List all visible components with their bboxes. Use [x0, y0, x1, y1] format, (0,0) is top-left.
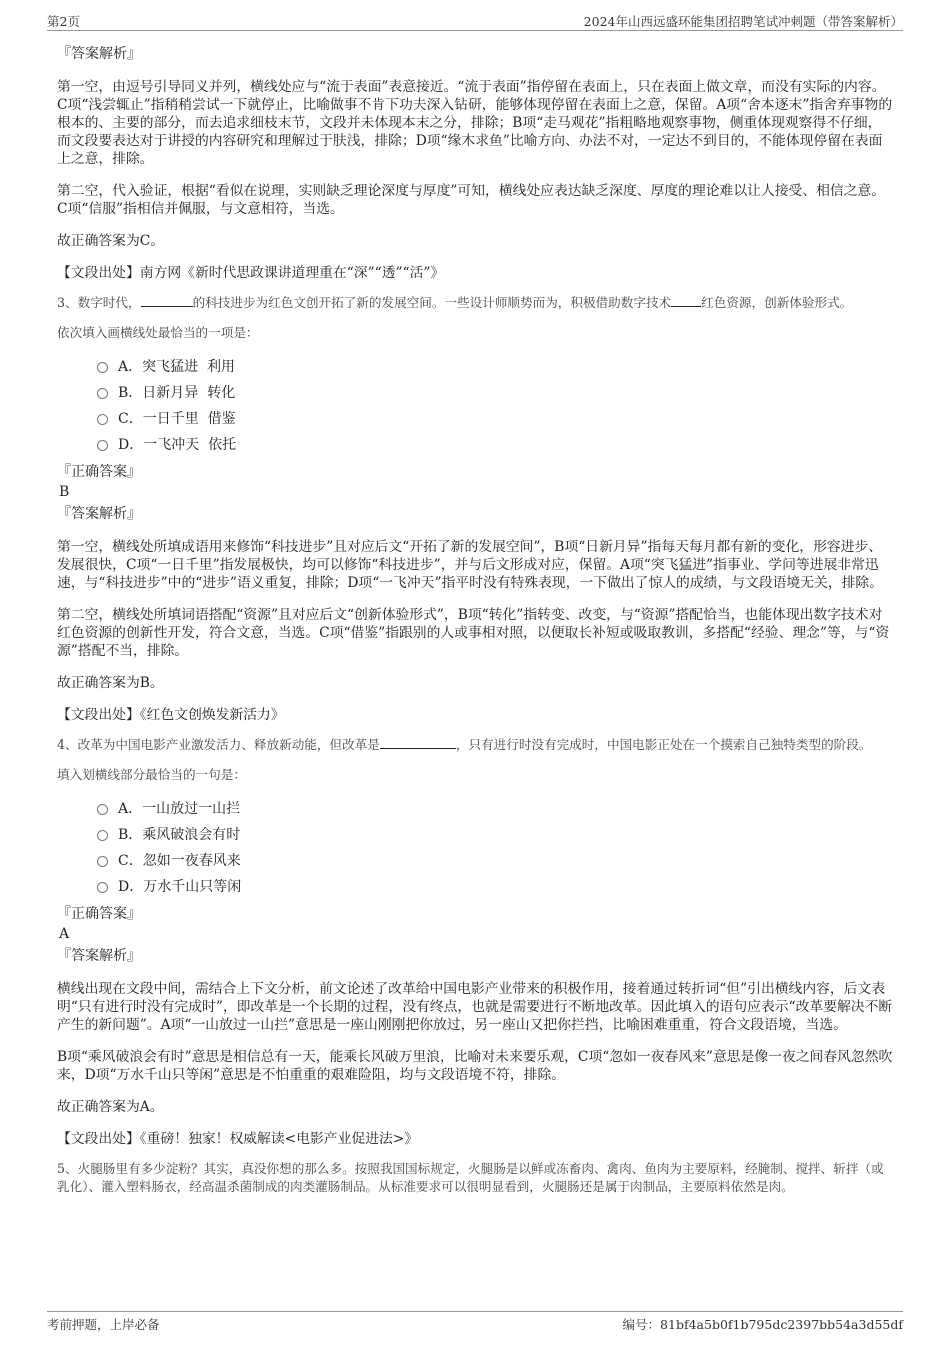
q3-stem	[57, 294, 893, 312]
radio-icon[interactable]	[97, 414, 108, 425]
radio-icon[interactable]	[97, 440, 108, 451]
q3-analysis-label: 『答案解析』	[57, 506, 141, 522]
radio-icon[interactable]	[97, 830, 108, 841]
q4-conclusion: 故正确答案为A。	[57, 1099, 164, 1115]
q4-analysis-label: 『答案解析』	[57, 948, 141, 964]
radio-icon[interactable]	[97, 804, 108, 815]
q4-blank	[380, 736, 456, 749]
q3-correct-label: 『正确答案』	[57, 464, 141, 480]
q5-stem: 5、火腿肠里有多少淀粉？其实，真没你想的那么多。按照我国国标规定，火腿肠是以鲜或冻畜肉、禽肉、鱼肉为主要原料，经腌制、搅拌、斩拌（或乳化）、灌入塑料肠衣，经高温杀菌制成的肉类灌肠制品。从标准要求可以很明显看到，火腿肠还是属于肉制品，主要原料依然是肉。	[57, 1161, 884, 1194]
page-header	[47, 10, 903, 31]
q4-stem-part2: ，只有进行时没有完成时，中国电影正处在一个摸索自己独特类型的阶段。	[455, 737, 872, 752]
q3-option-c[interactable]: C．一日千里 借鉴	[97, 406, 893, 432]
q2-analysis-label: 『答案解析』	[57, 46, 141, 62]
q4-stem-part1: 4、改革为中国电影产业激发活力、释放新动能，但改革是	[57, 737, 380, 752]
q3-stem-part3: 红色资源，创新体验形式。	[701, 295, 853, 310]
document-title: 2024年山西远盛环能集团招聘笔试冲刺题（带答案解析）	[583, 14, 903, 29]
q3-instruction: 依次填入画横线处最恰当的一项是：	[57, 325, 259, 340]
q4-stem	[57, 736, 893, 754]
q3-option-a[interactable]: A．突飞猛进 利用	[97, 354, 893, 380]
main-content	[57, 44, 893, 1196]
q4-option-d[interactable]: D．万水千山只等闲	[97, 874, 893, 900]
q4-option-c[interactable]: C．忽如一夜春风来	[97, 848, 893, 874]
page-footer	[47, 1311, 903, 1338]
q4-options	[57, 796, 893, 900]
q2-analysis-para1: 第一空，由逗号引导同义并列，横线处应与“流于表面”表意接近。“流于表面”指停留在表面上，只在表面上做文章，而没有实际的内容。C项“浅尝辄止”指稍稍尝试一下就停止，比喻做事不肯下功夫深入钻研，能够体现停留在表面上之意，保留。A项“舍本逐末”指舍弃事物的根本的、主要的部分，而去追求细枝末节，文段并未体现本末之分，排除；B项“走马观花”指粗略地观察事物，侧重体现观察得不仔细，而文段要表达对于讲授的内容研究和理解过于肤浅，排除；D项“缘木求鱼”比喻方向、办法不对，一定达不到目的，不能体现停留在表面上之意，排除。	[57, 79, 893, 167]
q3-analysis-para2: 第二空，横线处所填词语搭配“资源”且对应后文“创新体验形式”，B项“转化”指转变、改变，与“资源”搭配恰当，也能体现出数字技术对红色资源的创新性开发，符合文意，当选。C项“借鉴”指跟别的人或事相对照，以便取长补短或吸取教训，多搭配“经验、理念”等，与“资源”搭配不当，排除。	[57, 607, 890, 659]
page-number: 第2页	[47, 14, 80, 29]
q4-instruction: 填入划横线部分最恰当的一句是：	[57, 767, 246, 782]
q2-analysis-para2: 第二空，代入验证，根据“看似在说理，实则缺乏理论深度与厚度”可知，横线处应表达缺乏深度、厚度的理论难以让人接受、相信之意。C项“信服”指相信并佩服，与文意相符，当选。	[57, 183, 886, 217]
q3-source: 【文段出处】《红色文创焕发新活力》	[57, 707, 285, 723]
q4-correct-answer: A	[59, 926, 70, 942]
q4-correct-label: 『正确答案』	[57, 906, 141, 922]
q4-analysis-para1: 横线出现在文段中间，需结合上下文分析，前文论述了改革给中国电影产业带来的积极作用，接着通过转折词“但”引出横线内容，后文表明“只有进行时没有完成时”，即改革是一个长期的过程，没有终点，也就是需要进行不断地改革。因此填入的语句应表示“改革要解决不断产生的新问题”。A项“一山放过一山拦”意思是一座山刚刚把你放过，另一座山又把你拦挡，比喻困难重重，符合文段语境，当选。	[57, 981, 893, 1033]
q3-blank-2	[671, 294, 701, 307]
radio-icon[interactable]	[97, 856, 108, 867]
q3-option-b[interactable]: B．日新月异 转化	[97, 380, 893, 406]
q2-source: 【文段出处】南方网《新时代思政课讲道理重在“深”“透”“活”》	[57, 265, 445, 281]
footer-slogan: 考前押题，上岸必备	[47, 1317, 160, 1332]
q2-conclusion: 故正确答案为C。	[57, 233, 165, 249]
q3-analysis-para1: 第一空，横线处所填成语用来修饰“科技进步”且对应后文“开拓了新的发展空间”，B项“日新月异”指每天每月都有新的变化，形容进步、发展很快，C项“一日千里”指发展极快，均可以修饰“科技进步”，并与后文形成对应，保留。A项“突飞猛进”指事业、学问等进展非常迅速，与“科技进步”中的“进步”语义重复，排除；D项“一飞冲天”指平时没有特殊表现，一下做出了惊人的成绩，与文段语境无关，排除。	[57, 539, 884, 591]
q3-conclusion: 故正确答案为B。	[57, 675, 164, 691]
q3-options	[57, 354, 893, 458]
q4-analysis-para2: B项“乘风破浪会有时”意思是相信总有一天，能乘长风破万里浪，比喻对未来要乐观，C项“忽如一夜春风来”意思是像一夜之间春风忽然吹来，D项“万水千山只等闲”意思是不怕重重的艰难险阻，均与文段语境不符，排除。	[57, 1049, 893, 1083]
q4-option-b[interactable]: B．乘风破浪会有时	[97, 822, 893, 848]
q3-correct-answer: B	[59, 484, 70, 500]
radio-icon[interactable]	[97, 882, 108, 893]
document-id: 编号：81bf4a5b0f1b795dc2397bb54a3d55df	[622, 1317, 903, 1332]
q4-option-a[interactable]: A．一山放过一山拦	[97, 796, 893, 822]
q3-stem-part2: 的科技进步为红色文创开拓了新的发展空间。一些设计师顺势而为，积极借助数字技术	[192, 295, 672, 310]
q3-option-d[interactable]: D．一飞冲天 依托	[97, 432, 893, 458]
q3-stem-part1: 3、数字时代，	[57, 295, 141, 310]
q4-source: 【文段出处】《重磅！独家！权威解读<电影产业促进法>》	[57, 1131, 419, 1147]
q3-blank-1	[141, 294, 193, 307]
radio-icon[interactable]	[97, 362, 108, 373]
radio-icon[interactable]	[97, 388, 108, 399]
